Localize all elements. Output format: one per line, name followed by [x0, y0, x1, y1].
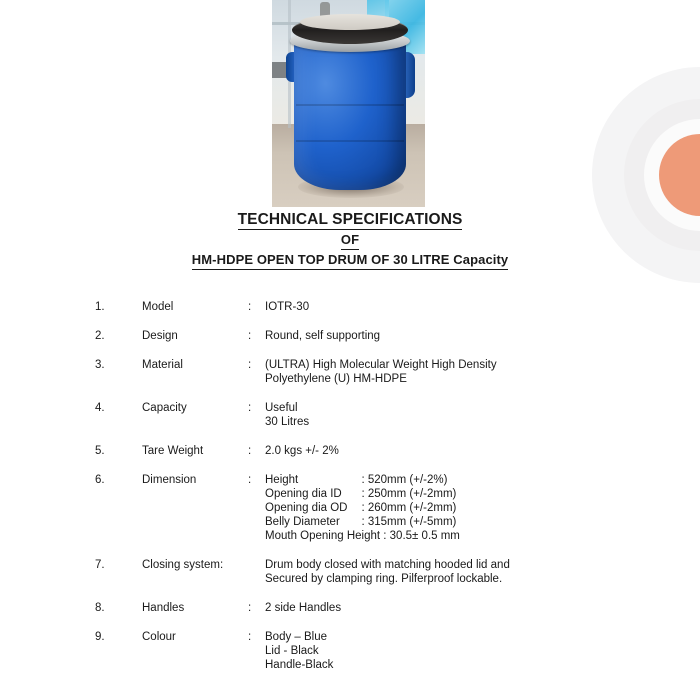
spec-row: [0, 558, 700, 586]
spec-value-line: 2 side Handles: [265, 602, 342, 614]
dimension-key: Belly Diameter: [265, 516, 340, 528]
spec-row-number: 8.: [95, 602, 105, 614]
spec-value-line: Lid - Black: [265, 645, 319, 657]
spec-row-colon: :: [248, 602, 252, 614]
spec-row: [0, 630, 700, 672]
spec-row-colon: :: [248, 359, 252, 371]
spec-row-number: 1.: [95, 301, 105, 313]
dimension-value: : 260mm (+/-2mm): [361, 502, 457, 514]
spec-value-line: Body – Blue: [265, 631, 328, 643]
spec-row-value: [265, 558, 700, 586]
document-title-block: [0, 210, 700, 270]
dimension-key: Opening dia ID: [265, 488, 342, 500]
spec-row-value: [265, 329, 700, 343]
spec-row-value: [265, 358, 700, 386]
dimension-row: [265, 515, 456, 529]
spec-row-number: 2.: [95, 330, 105, 342]
spec-value-line: Round, self supporting: [265, 330, 381, 342]
title-line-1: TECHNICAL SPECIFICATIONS: [237, 211, 463, 228]
spec-row-number: 9.: [95, 631, 105, 643]
spec-row-number: 7.: [95, 559, 105, 571]
spec-row-colon: :: [248, 330, 252, 342]
dimension-row: [265, 473, 456, 487]
dimension-value: : 250mm (+/-2mm): [361, 488, 457, 500]
drum-rib-lower: [296, 140, 404, 142]
spec-value-line: Drum body closed with matching hooded lid and: [265, 559, 510, 571]
dimension-mouth-opening-line: Mouth Opening Height : 30.5± 0.5 mm: [265, 530, 460, 542]
spec-row: [0, 401, 700, 429]
spec-value-line: Polyethylene (U) HM-HDPE: [265, 373, 407, 385]
spec-row-label: Tare Weight: [142, 445, 204, 457]
spec-row: [0, 601, 700, 615]
spec-row-colon: :: [248, 474, 252, 486]
title-line-3: HM-HDPE OPEN TOP DRUM OF 30 LITRE Capacity: [0, 250, 700, 270]
spec-row-value: [265, 473, 700, 543]
spec-value-line: IOTR-30: [265, 301, 310, 313]
spec-row: [0, 329, 700, 343]
spec-value-line: 2.0 kgs +/- 2%: [265, 445, 339, 457]
spec-value-line: Handle-Black: [265, 659, 334, 671]
spec-row-label: Closing system:: [142, 559, 224, 571]
spec-row-colon: :: [248, 445, 252, 457]
spec-row: [0, 473, 700, 543]
drum-body: [294, 38, 406, 190]
spec-row-label: Model: [142, 301, 174, 313]
title-line-2: OF: [0, 230, 700, 250]
spec-row-label: Design: [142, 330, 178, 342]
spec-row: [0, 358, 700, 386]
spec-row-number: 6.: [95, 474, 105, 486]
spec-row-number: 5.: [95, 445, 105, 457]
drum-rib-upper: [296, 104, 404, 106]
dimension-row: [265, 487, 456, 501]
spec-row-value: [265, 630, 700, 672]
spec-row-value: [265, 601, 700, 615]
spec-row: [0, 300, 700, 314]
product-photo: [272, 0, 425, 207]
spec-row-number: 3.: [95, 359, 105, 371]
dimension-table: [265, 473, 456, 529]
dimension-row: [265, 501, 456, 515]
specification-list: [0, 300, 700, 687]
spec-row-label: Dimension: [142, 474, 197, 486]
spec-row-label: Material: [142, 359, 183, 371]
watermark-core-circle: [659, 134, 700, 216]
spec-value-line: 30 Litres: [265, 416, 310, 428]
spec-value-line: Useful: [265, 402, 298, 414]
spec-row-label: Handles: [142, 602, 185, 614]
spec-row-colon: :: [248, 301, 252, 313]
dimension-key: Opening dia OD: [265, 502, 348, 514]
dimension-value: : 315mm (+/-5mm): [361, 516, 457, 528]
spec-row-number: 4.: [95, 402, 105, 414]
spec-row-label: Colour: [142, 631, 176, 643]
spec-row-colon: :: [248, 402, 252, 414]
spec-row-value: [265, 401, 700, 429]
spec-row-label: Capacity: [142, 402, 187, 414]
spec-value-line: (ULTRA) High Molecular Weight High Density: [265, 359, 497, 371]
spec-value-line: Secured by clamping ring. Pilferproof lockable.: [265, 573, 503, 585]
drum-lid-top-surface: [300, 14, 400, 30]
spec-row: [0, 444, 700, 458]
dimension-value: : 520mm (+/-2%): [361, 474, 448, 486]
spec-row-value: [265, 300, 700, 314]
spec-row-value: [265, 444, 700, 458]
spec-row-colon: :: [248, 631, 252, 643]
dimension-key: Height: [265, 474, 299, 486]
